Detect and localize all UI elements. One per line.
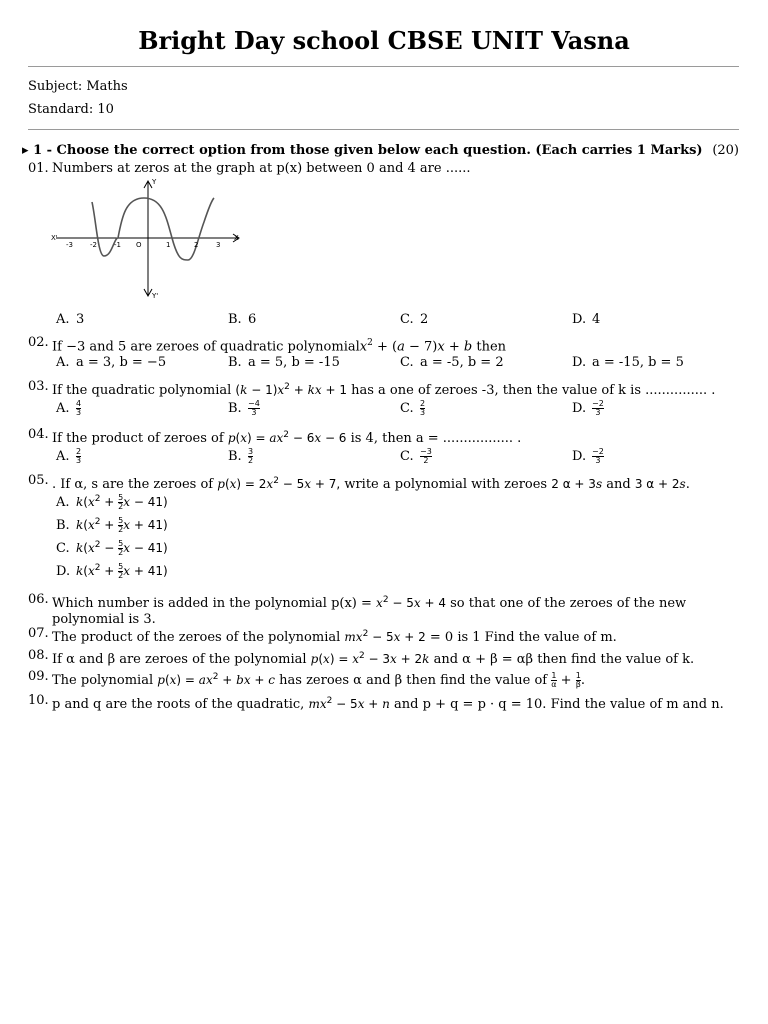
tick-label: -3 [66, 241, 73, 249]
collapse-arrow-icon[interactable]: ▸ [22, 143, 29, 158]
option-c[interactable]: C. 2 [400, 312, 429, 327]
option-c[interactable]: C. $\frac{2}{3}$ [400, 399, 426, 417]
option-b[interactable]: B. $\frac{-4}{3}$ [228, 399, 260, 417]
option-d[interactable]: D. a = -15, b = 5 [572, 355, 684, 370]
x-axis-label: X [234, 234, 239, 242]
x-axis-label: X' [51, 234, 58, 242]
option-b[interactable]: B. a = 5, b = -15 [228, 355, 340, 370]
question-number: 01. [28, 161, 49, 176]
tick-label: 1 [166, 241, 171, 249]
section-header[interactable] [22, 143, 739, 158]
option-c[interactable]: C. $k(x^2$ − $\frac{5}{2}$ x − 41) [56, 539, 168, 557]
question-text: Numbers at zeros at the graph at p(x) between 0 and 4 are ...... [52, 161, 471, 176]
subject-label: Subject: Maths [28, 79, 128, 94]
divider [28, 66, 739, 67]
option-b[interactable]: B. $\frac{3}{2}$ [228, 447, 254, 465]
option-a[interactable]: A. $\frac{4}{3}$ [56, 399, 82, 417]
tick-label: O [136, 241, 142, 249]
option-d[interactable]: D. $\frac{-2}{3}$ [572, 399, 604, 417]
option-a[interactable]: A. a = 3, b = −5 [56, 355, 167, 370]
divider [28, 129, 739, 130]
tick-label: 3 [216, 241, 221, 249]
tick-label: -2 [90, 241, 97, 249]
page-title: Bright Day school CBSE UNIT Vasna [138, 26, 630, 55]
y-axis-label: Y [152, 178, 157, 186]
worksheet-page: Bright Day school CBSE UNIT Vasna Subject: Maths Standard: 10 ▸ 1 - Choose the correct option from those given below each question. (Each carries 1 Marks) (20) 01. Numbers at zeros at the graph at p(x) between 0 and 4 are ...... Y Y' X' X -3 -2 -1 O 1 2 3 A. 3 B. 6 C. 2 D. 4 02. If −3 and 5 are zeroes of quadratic polynomialx$^2$ + (a − 7)x + b then A. a = 3, b = −5 B. a = 5, b = -15 C. a = -5, b = 2 D. a = -15, b = 5 03. If the quadratic polynomial $(k - 1)x^2$ + kx + 1 has a one of zeroes -3, then the value of k is ............... . A. $\frac{4}{3}$ B. $\frac{-4}{3}$ C. $\frac{2}{3}$ D. $\frac{-2}{3}$ 04. If the product of zeroes of $p(x) = ax^2 - 6x - 6$ is 4, then a = ................. . A. $\frac{2}{3}$ B. $\frac{3}{2}$ C. $\frac{-3}{2}$ D. $\frac{-2}{3}$ 05. . If α, s are the zeroes of $p(x) = 2x^2 - 5x + 7$, write a polynomial with zeroes 2 α + 3s and 3 α + 2s. A. $k(x^2$ + $\frac{5}{2}$ x − 41) B. $k(x^2$ + $\frac{5}{2}$ x + 41) C. $k(x^2$ − $\frac{5}{2}$ x − 41) D. $k(x^2$ + $\frac{5}{2}$ x + 41) 06. Which number is added in the polynomial $p(x) = x^2 - 5x + 4$ so that one of the zeroes of the new polynomial is 3. 07. The product of the zeroes of the polynomial $mx^2 - 5x + 2 = 0$ is 1 Find the value of m. 08. If α and β are zeroes of the polynomial $p(x) = x^2 - 3x + 2k$ and α + β = αβ then find the value of k. 09. The polynomial $p(x) = ax^2$ + bx + c has zeroes α and β then find the value of $\frac{1}{\alpha}$ + $\frac{1}{\beta}$ . 10. p and q are the roots of the quadratic, $mx^2 - 5x + n$ and p + q = p · q = 10. Find the value of m and n. [0, 0, 768, 1024]
y-axis-label: Y' [152, 292, 159, 300]
section-marks: (20) [712, 143, 739, 158]
section-title: 1 - Choose the correct option from those given below each question. (Each carries 1 Marks) [33, 143, 703, 158]
tick-label: 2 [194, 241, 199, 249]
tick-label: -1 [114, 241, 121, 249]
option-c[interactable]: C. a = -5, b = 2 [400, 355, 504, 370]
standard-label: Standard: 10 [28, 102, 114, 117]
option-b[interactable]: B. 6 [228, 312, 257, 327]
option-a[interactable]: A. $\frac{2}{3}$ [56, 447, 82, 465]
option-c[interactable]: C. $\frac{-3}{2}$ [400, 447, 432, 465]
option-d[interactable]: D. $k(x^2$ + $\frac{5}{2}$ x + 41) [56, 562, 168, 580]
option-a[interactable]: A. 3 [56, 312, 85, 327]
polynomial-graph [48, 176, 248, 304]
option-d[interactable]: D. $\frac{-2}{3}$ [572, 447, 604, 465]
option-d[interactable]: D. 4 [572, 312, 601, 327]
option-a[interactable]: A. $k(x^2$ + $\frac{5}{2}$ x − 41) [56, 493, 168, 511]
option-b[interactable]: B. $k(x^2$ + $\frac{5}{2}$ x + 41) [56, 516, 168, 534]
